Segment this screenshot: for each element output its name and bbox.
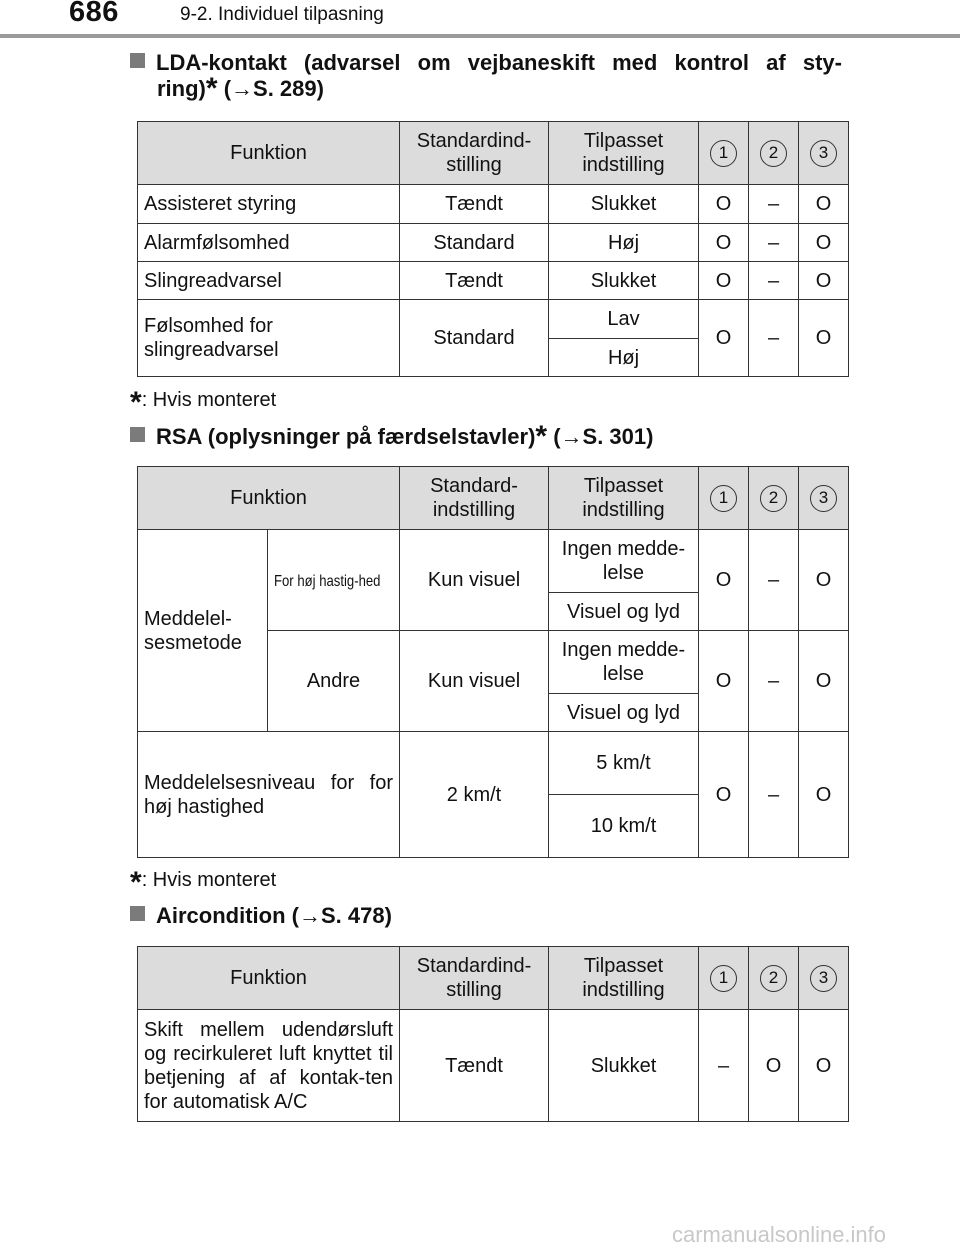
col-header: Tilpasset indstilling — [549, 947, 699, 1010]
table-row — [138, 262, 849, 300]
cell: Slingreadvarsel — [138, 262, 400, 300]
cell: O — [799, 1010, 849, 1122]
footnote — [130, 386, 277, 419]
cell: O — [699, 631, 749, 732]
cell: – — [699, 1010, 749, 1122]
cell: O — [699, 224, 749, 262]
cell: O — [799, 732, 849, 858]
table-row — [138, 185, 849, 224]
cell: Slukket — [549, 1010, 699, 1122]
cell: – — [749, 732, 799, 858]
footnote-text: : Hvis monteret — [141, 869, 277, 891]
cell: 10 km/t — [549, 795, 699, 858]
col-header: Funktion — [138, 122, 400, 185]
cell: Standard — [400, 224, 549, 262]
col-header: Standardind-stilling — [400, 122, 549, 185]
page-reference: (→S. 289) — [217, 76, 324, 101]
cell: O — [799, 224, 849, 262]
cell: O — [799, 300, 849, 377]
cell: O — [699, 185, 749, 224]
square-bullet-icon — [130, 427, 145, 442]
cell: Slukket — [549, 262, 699, 300]
col-header: Standard-indstilling — [400, 467, 549, 530]
cell: Tændt — [400, 185, 549, 224]
circled-number-1: 1 — [710, 965, 737, 992]
table-header-row — [138, 947, 849, 1010]
col-header — [699, 947, 749, 1010]
col-header: Funktion — [138, 467, 400, 530]
cell: – — [749, 300, 799, 377]
header-rule — [0, 34, 960, 38]
section-heading-aircondition — [130, 899, 392, 933]
col-header — [699, 467, 749, 530]
cell: Standard — [400, 300, 549, 377]
circled-number-2: 2 — [760, 485, 787, 512]
cell: Kun visuel — [400, 631, 549, 732]
cell: Ingen medde-lelse — [549, 631, 699, 694]
cell: – — [749, 262, 799, 300]
cell: O — [749, 1010, 799, 1122]
cell: 5 km/t — [549, 732, 699, 795]
col-header — [749, 122, 799, 185]
asterisk-mark: * — [130, 386, 142, 419]
cell: O — [799, 185, 849, 224]
cell: Følsomhed for slingreadvarsel — [138, 300, 400, 377]
cell: Skift mellem udendørsluft og recirkuleret luft knyttet til betjening af af kontak-ten for automatisk A/C — [138, 1010, 400, 1122]
cell: Meddelel-sesmetode — [138, 530, 268, 732]
page-header — [0, 0, 960, 40]
col-header — [749, 947, 799, 1010]
cell: Kun visuel — [400, 530, 549, 631]
cell: Tændt — [400, 262, 549, 300]
page-number: 686 — [69, 0, 119, 28]
col-header: Tilpasset indstilling — [549, 122, 699, 185]
cell: Tændt — [400, 1010, 549, 1122]
circled-number-1: 1 — [710, 140, 737, 167]
section-heading-rsa — [130, 420, 653, 454]
circled-number-3: 3 — [810, 965, 837, 992]
col-header — [749, 467, 799, 530]
table-header-row — [138, 122, 849, 185]
table-header-row — [138, 467, 849, 530]
cell: Assisteret styring — [138, 185, 400, 224]
footnote — [130, 866, 277, 899]
asterisk-mark: * — [535, 420, 548, 453]
section-heading-lda-cont — [130, 72, 324, 106]
page-reference: (→S. 301) — [547, 424, 654, 449]
cell: – — [749, 631, 799, 732]
col-header: Funktion — [138, 947, 400, 1010]
circled-number-2: 2 — [760, 140, 787, 167]
footnote-text: : Hvis monteret — [141, 389, 277, 411]
col-header — [799, 467, 849, 530]
table-row — [138, 1010, 849, 1122]
heading-text: LDA-kontakt (advarsel om vejbaneskift med kontrol af sty- — [156, 50, 842, 75]
heading-text: Aircondition — [156, 903, 286, 928]
cell: O — [699, 530, 749, 631]
table-row — [138, 224, 849, 262]
cell: Slukket — [549, 185, 699, 224]
cell: O — [699, 300, 749, 377]
page-reference: (→S. 478) — [285, 903, 392, 928]
cell: Ingen medde-lelse — [549, 530, 699, 593]
cell: Høj — [549, 224, 699, 262]
table-row — [138, 530, 849, 593]
cell: O — [699, 262, 749, 300]
asterisk-mark: * — [205, 72, 218, 105]
col-header — [699, 122, 749, 185]
cell: Høj — [549, 339, 699, 377]
chapter-title: 9-2. Individuel tilpasning — [180, 4, 384, 25]
aircondition-table — [137, 946, 849, 1122]
cell: Lav — [549, 300, 699, 339]
table-row — [138, 300, 849, 339]
rsa-table — [137, 466, 849, 858]
circled-number-2: 2 — [760, 965, 787, 992]
col-header — [799, 947, 849, 1010]
circled-number-1: 1 — [710, 485, 737, 512]
cell: Visuel og lyd — [549, 593, 699, 631]
square-bullet-icon — [130, 906, 145, 921]
circled-number-3: 3 — [810, 140, 837, 167]
col-header — [799, 122, 849, 185]
cell: 2 km/t — [400, 732, 549, 858]
col-header: Standardind-stilling — [400, 947, 549, 1010]
cell: – — [749, 224, 799, 262]
cell: O — [699, 732, 749, 858]
cell: For høj hastig-hed — [274, 572, 381, 590]
cell: Meddelelsesniveau for for høj hastighed — [138, 732, 400, 858]
cell: – — [749, 185, 799, 224]
cell: O — [799, 631, 849, 732]
table-row — [138, 732, 849, 795]
watermark: carmanualsonline.info — [672, 1222, 887, 1247]
col-header: Tilpasset indstilling — [549, 467, 699, 530]
cell: – — [749, 530, 799, 631]
cell: Andre — [268, 631, 400, 732]
cell: O — [799, 530, 849, 631]
heading-text: RSA (oplysninger på færdselstavler) — [156, 424, 536, 449]
square-bullet-icon — [130, 53, 145, 68]
heading-text-cont: ring) — [157, 76, 206, 101]
lda-table — [137, 121, 849, 377]
circled-number-3: 3 — [810, 485, 837, 512]
cell: Alarmfølsomhed — [138, 224, 400, 262]
asterisk-mark: * — [130, 866, 142, 899]
cell: Visuel og lyd — [549, 694, 699, 732]
cell: O — [799, 262, 849, 300]
